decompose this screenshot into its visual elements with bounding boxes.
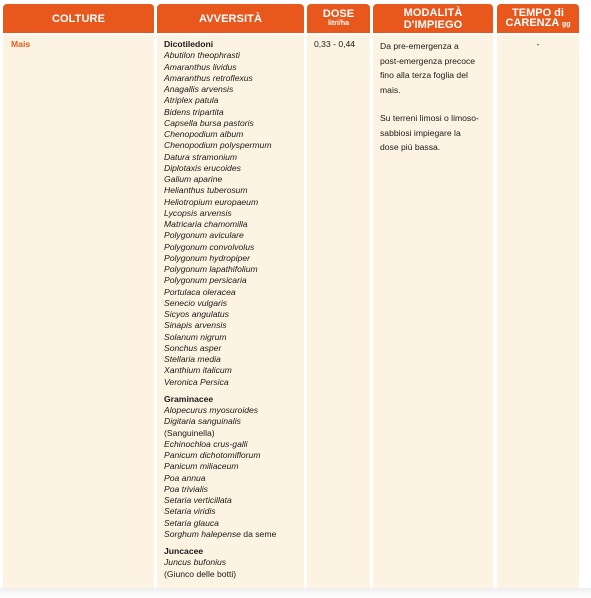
header-avversita <box>157 4 304 33</box>
carenza-value: - <box>536 39 540 49</box>
modalita-line: post-emergenza precoce <box>380 55 476 66</box>
crop-name: Mais <box>11 39 31 49</box>
cell-avversita <box>157 35 304 588</box>
weed-species: Bidens tripartita <box>164 106 224 117</box>
weed-species: Chenopodium album <box>164 129 244 139</box>
weed-species: Amaranthus lividus <box>164 61 237 72</box>
weed-species: Sinapis arvensis <box>164 320 227 331</box>
weed-species: Matricaria chamomilla <box>164 219 248 229</box>
weed-species: Setaria verticillata <box>164 495 232 505</box>
cell-colture <box>3 35 154 588</box>
cell-carenza <box>497 35 579 588</box>
weed-species: Poa annua <box>164 472 206 483</box>
weed-species: Stellaria media <box>164 354 221 364</box>
weed-species: Poa trivialis <box>164 483 208 494</box>
weed-group-title: Juncacee <box>164 546 204 556</box>
header-tempo-line2: CARENZA gg <box>505 16 571 29</box>
weed-species: Chenopodium polyspermum <box>164 140 272 151</box>
table-shadow <box>0 588 591 598</box>
weed-species: Polygonum convolvolus <box>164 241 255 252</box>
weed-species: Anagallis arvensis <box>164 84 234 94</box>
modalita-line: Da pre-emergenza a <box>380 41 459 51</box>
weed-species: Abutilon theophrasti <box>164 50 240 61</box>
weed-species: Polygonum lapathifolium <box>164 264 258 274</box>
modalita-text <box>380 39 486 155</box>
header-tempo-line1: TEMPO di <box>512 6 564 19</box>
weed-species: Capsella bursa pastoris <box>164 117 254 128</box>
weed-species: Solanum nigrum <box>164 331 227 342</box>
header-avversita-label: AVVERSITÀ <box>198 12 263 25</box>
header-tempo <box>497 4 579 33</box>
header-dose-label: DOSE <box>322 7 355 20</box>
modalita-line: Su terreni limosi o limoso- <box>380 113 479 123</box>
weed-species: Amaranthus retroflexus <box>164 72 253 83</box>
weed-group-title: Dicotiledoni <box>164 39 214 49</box>
weed-species: Galium aparine <box>164 174 223 184</box>
weed-species: (Sanguinella) <box>164 427 215 438</box>
weed-group-title: Graminacee <box>164 393 214 404</box>
weed-species: Panicum dichotomiflorum <box>164 450 261 460</box>
modalita-line: mais. <box>380 84 401 95</box>
header-modalita-label: MODALITÀ D'IMPIEGO <box>403 6 463 31</box>
weed-species: Veronica Persica <box>164 376 229 387</box>
modalita-line: fino alla terza foglia del <box>380 70 468 80</box>
weed-species: Sonchus asper <box>164 342 222 353</box>
weed-species: Polygonum persicaria <box>164 275 247 286</box>
weed-species: Echinochloa crus-galli <box>164 438 248 449</box>
weed-species: Alopecurus myosuroides <box>164 405 259 415</box>
header-colture-label: COLTURE <box>51 12 106 25</box>
weed-species: Senecio vulgaris <box>164 297 228 308</box>
weed-species: Setaria viridis <box>164 506 216 517</box>
dose-value: 0,33 - 0,44 <box>314 39 356 49</box>
header-modalita <box>373 4 493 33</box>
weed-species: Polygonum hydropiper <box>164 252 250 263</box>
weed-species: Juncus bufonius <box>164 557 227 568</box>
cell-modalita <box>373 35 493 588</box>
weed-species: Heliotropium europaeum <box>164 196 259 207</box>
weed-species: Lycopsis arvensis <box>164 207 232 218</box>
weed-species: Portulaca oleracea <box>164 286 236 297</box>
header-colture <box>3 4 154 33</box>
weed-species: Setaria glauca <box>164 517 219 528</box>
weed-species: Panicum miliaceum <box>164 461 239 472</box>
weed-species: Xanthium italicum <box>164 365 232 376</box>
modalita-line: dose più bassa. <box>380 142 441 152</box>
weed-species: Datura stramonium <box>164 151 238 162</box>
paragraph-spacer <box>380 97 486 111</box>
weed-list <box>164 39 297 580</box>
header-dose-unit: litri/ha <box>327 19 349 27</box>
weed-species: Atriplex patula <box>164 95 219 106</box>
weed-species: Digitaria sanguinalis <box>164 416 241 427</box>
cell-dose <box>307 35 370 588</box>
weed-species: Helianthus tuberosum <box>164 185 248 196</box>
weed-species: (Giunco delle botti) <box>164 568 237 579</box>
weed-species: Sorghum halepense da seme <box>164 528 277 539</box>
header-dose <box>307 4 370 33</box>
weed-species: Diplotaxis erucoides <box>164 162 241 173</box>
weed-species: Sicyos angulatus <box>164 309 229 319</box>
modalita-line: sabbiosi impiegare la <box>380 127 461 138</box>
weed-species: Polygonum aviculare <box>164 230 244 241</box>
